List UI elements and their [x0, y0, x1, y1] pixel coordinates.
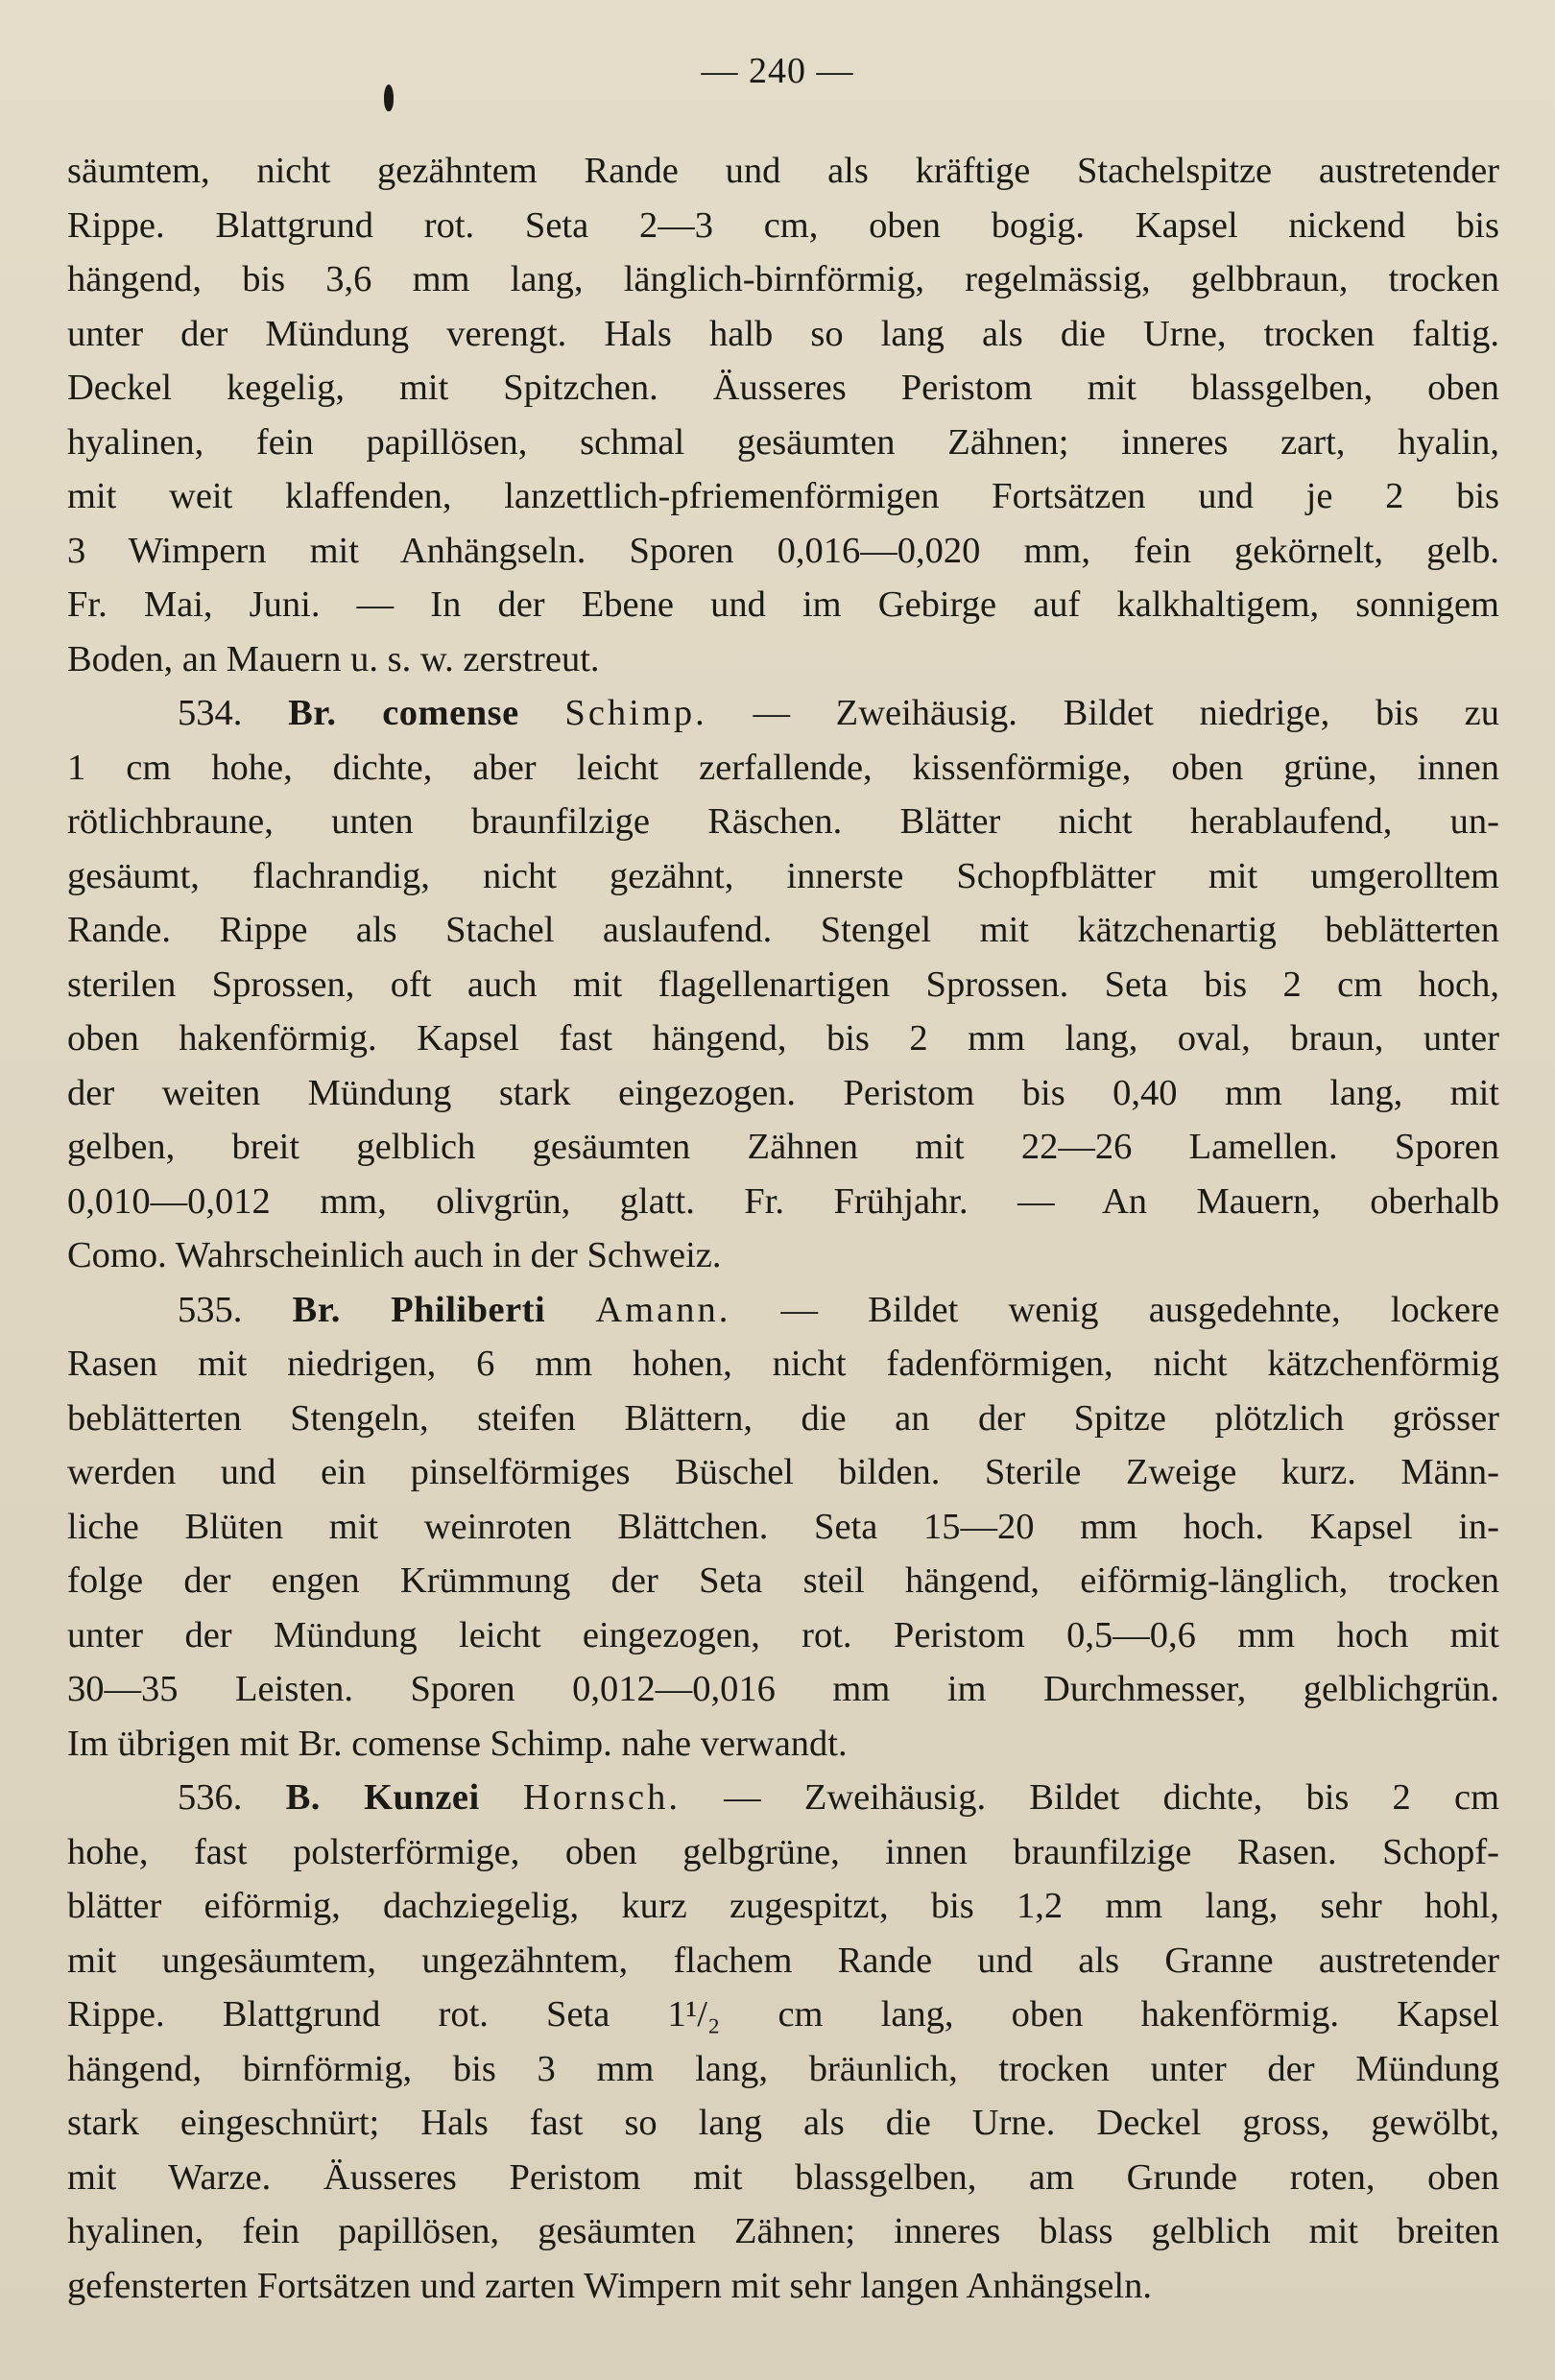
text-line: blätter eiförmig, dachziegelig, kurz zugespitzt, bis 1,2 mm lang, sehr hohl, — [67, 1886, 1499, 1926]
text-line: säumtem, nicht gezähntem Rande und als kräftige Stachelspitze austretender — [67, 151, 1499, 191]
text-line: oben hakenförmig. Kapsel fast hängend, bis 2 mm lang, oval, braun, unter — [67, 1018, 1499, 1059]
text-line: 0,010—0,012 mm, olivgrün, glatt. Fr. Frühjahr. — An Mauern, oberhalb — [67, 1180, 1499, 1222]
text-line: gelben, breit gelblich gesäumten Zähnen mit 22—26 Lamellen. Sporen — [67, 1127, 1499, 1167]
text-line: Rippe. Blattgrund rot. Seta 1¹/₂ cm lang, oben hakenförmig. Kapsel — [67, 1994, 1499, 2035]
text-line: Boden, an Mauern u. s. w. zerstreut. — [67, 638, 600, 679]
text-line: hyalinen, fein papillösen, schmal gesäumten Zähnen; inneres zart, hyalin, — [67, 421, 1499, 463]
text-line: sterilen Sprossen, oft auch mit flagellenartigen Sprossen. Seta bis 2 cm hoch, — [67, 964, 1499, 1005]
entry-number: 535. — [178, 1289, 243, 1330]
entry-heading-536 — [67, 1771, 1499, 1825]
species-name: Philiberti — [391, 1289, 546, 1330]
text-line: mit ungesäumtem, ungezähntem, flachem Rande und als Granne austretender — [67, 1940, 1499, 1981]
text-line: folge der engen Krümmung der Seta steil hängend, eiförmig-länglich, trocken — [67, 1560, 1499, 1601]
text-line: unter der Mündung leicht eingezogen, rot. Peristom 0,5—0,6 mm hoch mit — [67, 1614, 1499, 1655]
genus-name: B. — [285, 1777, 321, 1818]
text-line: werden und ein pinselförmiges Büschel bilden. Sterile Zweige kurz. Männ- — [67, 1452, 1499, 1492]
text-line: liche Blüten mit weinroten Blättchen. Seta 15—20 mm hoch. Kapsel in- — [67, 1506, 1499, 1547]
text-line: 1 cm hohe, dichte, aber leicht zerfallende, kissenförmige, oben grüne, innen — [67, 747, 1499, 788]
genus-name: Br. — [288, 693, 337, 733]
entry-number: 534. — [178, 693, 243, 733]
text-line: Im übrigen mit Br. comense Schimp. nahe verwandt. — [67, 1723, 848, 1764]
text-line: unter der Mündung verengt. Hals halb so lang als die Urne, trocken faltig. — [67, 313, 1499, 354]
text-line: Rippe. Blattgrund rot. Seta 2—3 cm, oben bogig. Kapsel nickend bis — [67, 204, 1499, 246]
entry-text: — Zweihäusig. Bildet dichte, bis 2 cm — [724, 1777, 1500, 1818]
text-line: 30—35 Leisten. Sporen 0,012—0,016 mm im Durchmesser, gelblichgrün. — [67, 1669, 1499, 1709]
text-line: Deckel kegelig, mit Spitzchen. Äusseres Peristom mit blassgelben, oben — [67, 368, 1499, 408]
entry-text: — Bildet wenig ausgedehnte, lockere — [780, 1289, 1500, 1330]
entry-number: 536. — [178, 1777, 243, 1818]
author-name: Hornsch. — [522, 1777, 681, 1818]
entry-heading-535 — [67, 1283, 1499, 1338]
text-line: der weiten Mündung stark eingezogen. Peristom bis 0,40 mm lang, mit — [67, 1072, 1499, 1113]
species-name: comense — [382, 693, 519, 733]
text-line: rötlichbraune, unten braunfilzige Räschen. Blätter nicht herablaufend, un- — [67, 801, 1499, 842]
text-line: Como. Wahrscheinlich auch in der Schweiz. — [67, 1235, 722, 1275]
entry-text: — Zweihäusig. Bildet niedrige, bis zu — [753, 693, 1499, 733]
text-line: stark eingeschnürt; Hals fast so lang als die Urne. Deckel gross, gewölbt, — [67, 2103, 1499, 2143]
text-line: Fr. Mai, Juni. — In der Ebene und im Gebirge auf kalkhaltigem, sonnigem — [67, 584, 1499, 625]
text-line: mit Warze. Äusseres Peristom mit blassgelben, am Grunde roten, oben — [67, 2156, 1499, 2198]
text-line: 3 Wimpern mit Anhängseln. Sporen 0,016—0,020 mm, fein gekörnelt, gelb. — [67, 530, 1499, 571]
text-line: gesäumt, flachrandig, nicht gezähnt, innerste Schopfblätter mit umgerolltem — [67, 855, 1499, 896]
text-line: mit weit klaffenden, lanzettlich-pfriemenförmigen Fortsätzen und je 2 bis — [67, 476, 1499, 516]
text-line: Rande. Rippe als Stachel auslaufend. Stengel mit kätzchenartig beblätterten — [67, 910, 1499, 950]
author-name: Amann. — [595, 1289, 731, 1330]
author-name: Schimp. — [564, 693, 707, 733]
page-number: — 240 — — [701, 51, 854, 91]
text-line: hängend, birnförmig, bis 3 mm lang, bräunlich, trocken unter der Mündung — [67, 2048, 1499, 2089]
entry-heading-534 — [67, 686, 1499, 741]
text-line: hängend, bis 3,6 mm lang, länglich-birnförmig, regelmässig, gelbbraun, trocken — [67, 259, 1499, 299]
text-line: beblätterten Stengeln, steifen Blättern, die an der Spitze plötzlich grösser — [67, 1397, 1499, 1439]
genus-name: Br. — [292, 1289, 341, 1330]
text-line: hyalinen, fein papillösen, gesäumten Zähnen; inneres blass gelblich mit breiten — [67, 2211, 1499, 2251]
text-line: Rasen mit niedrigen, 6 mm hohen, nicht fadenförmigen, nicht kätzchenförmig — [67, 1344, 1499, 1384]
text-line: hohe, fast polsterförmige, oben gelbgrüne, innen braunfilzige Rasen. Schopf- — [67, 1831, 1499, 1872]
text-line: gefensterten Fortsätzen und zarten Wimpern mit sehr langen Anhängseln. — [67, 2265, 1152, 2306]
species-name: Kunzei — [364, 1777, 480, 1818]
body-text — [67, 144, 1499, 2313]
